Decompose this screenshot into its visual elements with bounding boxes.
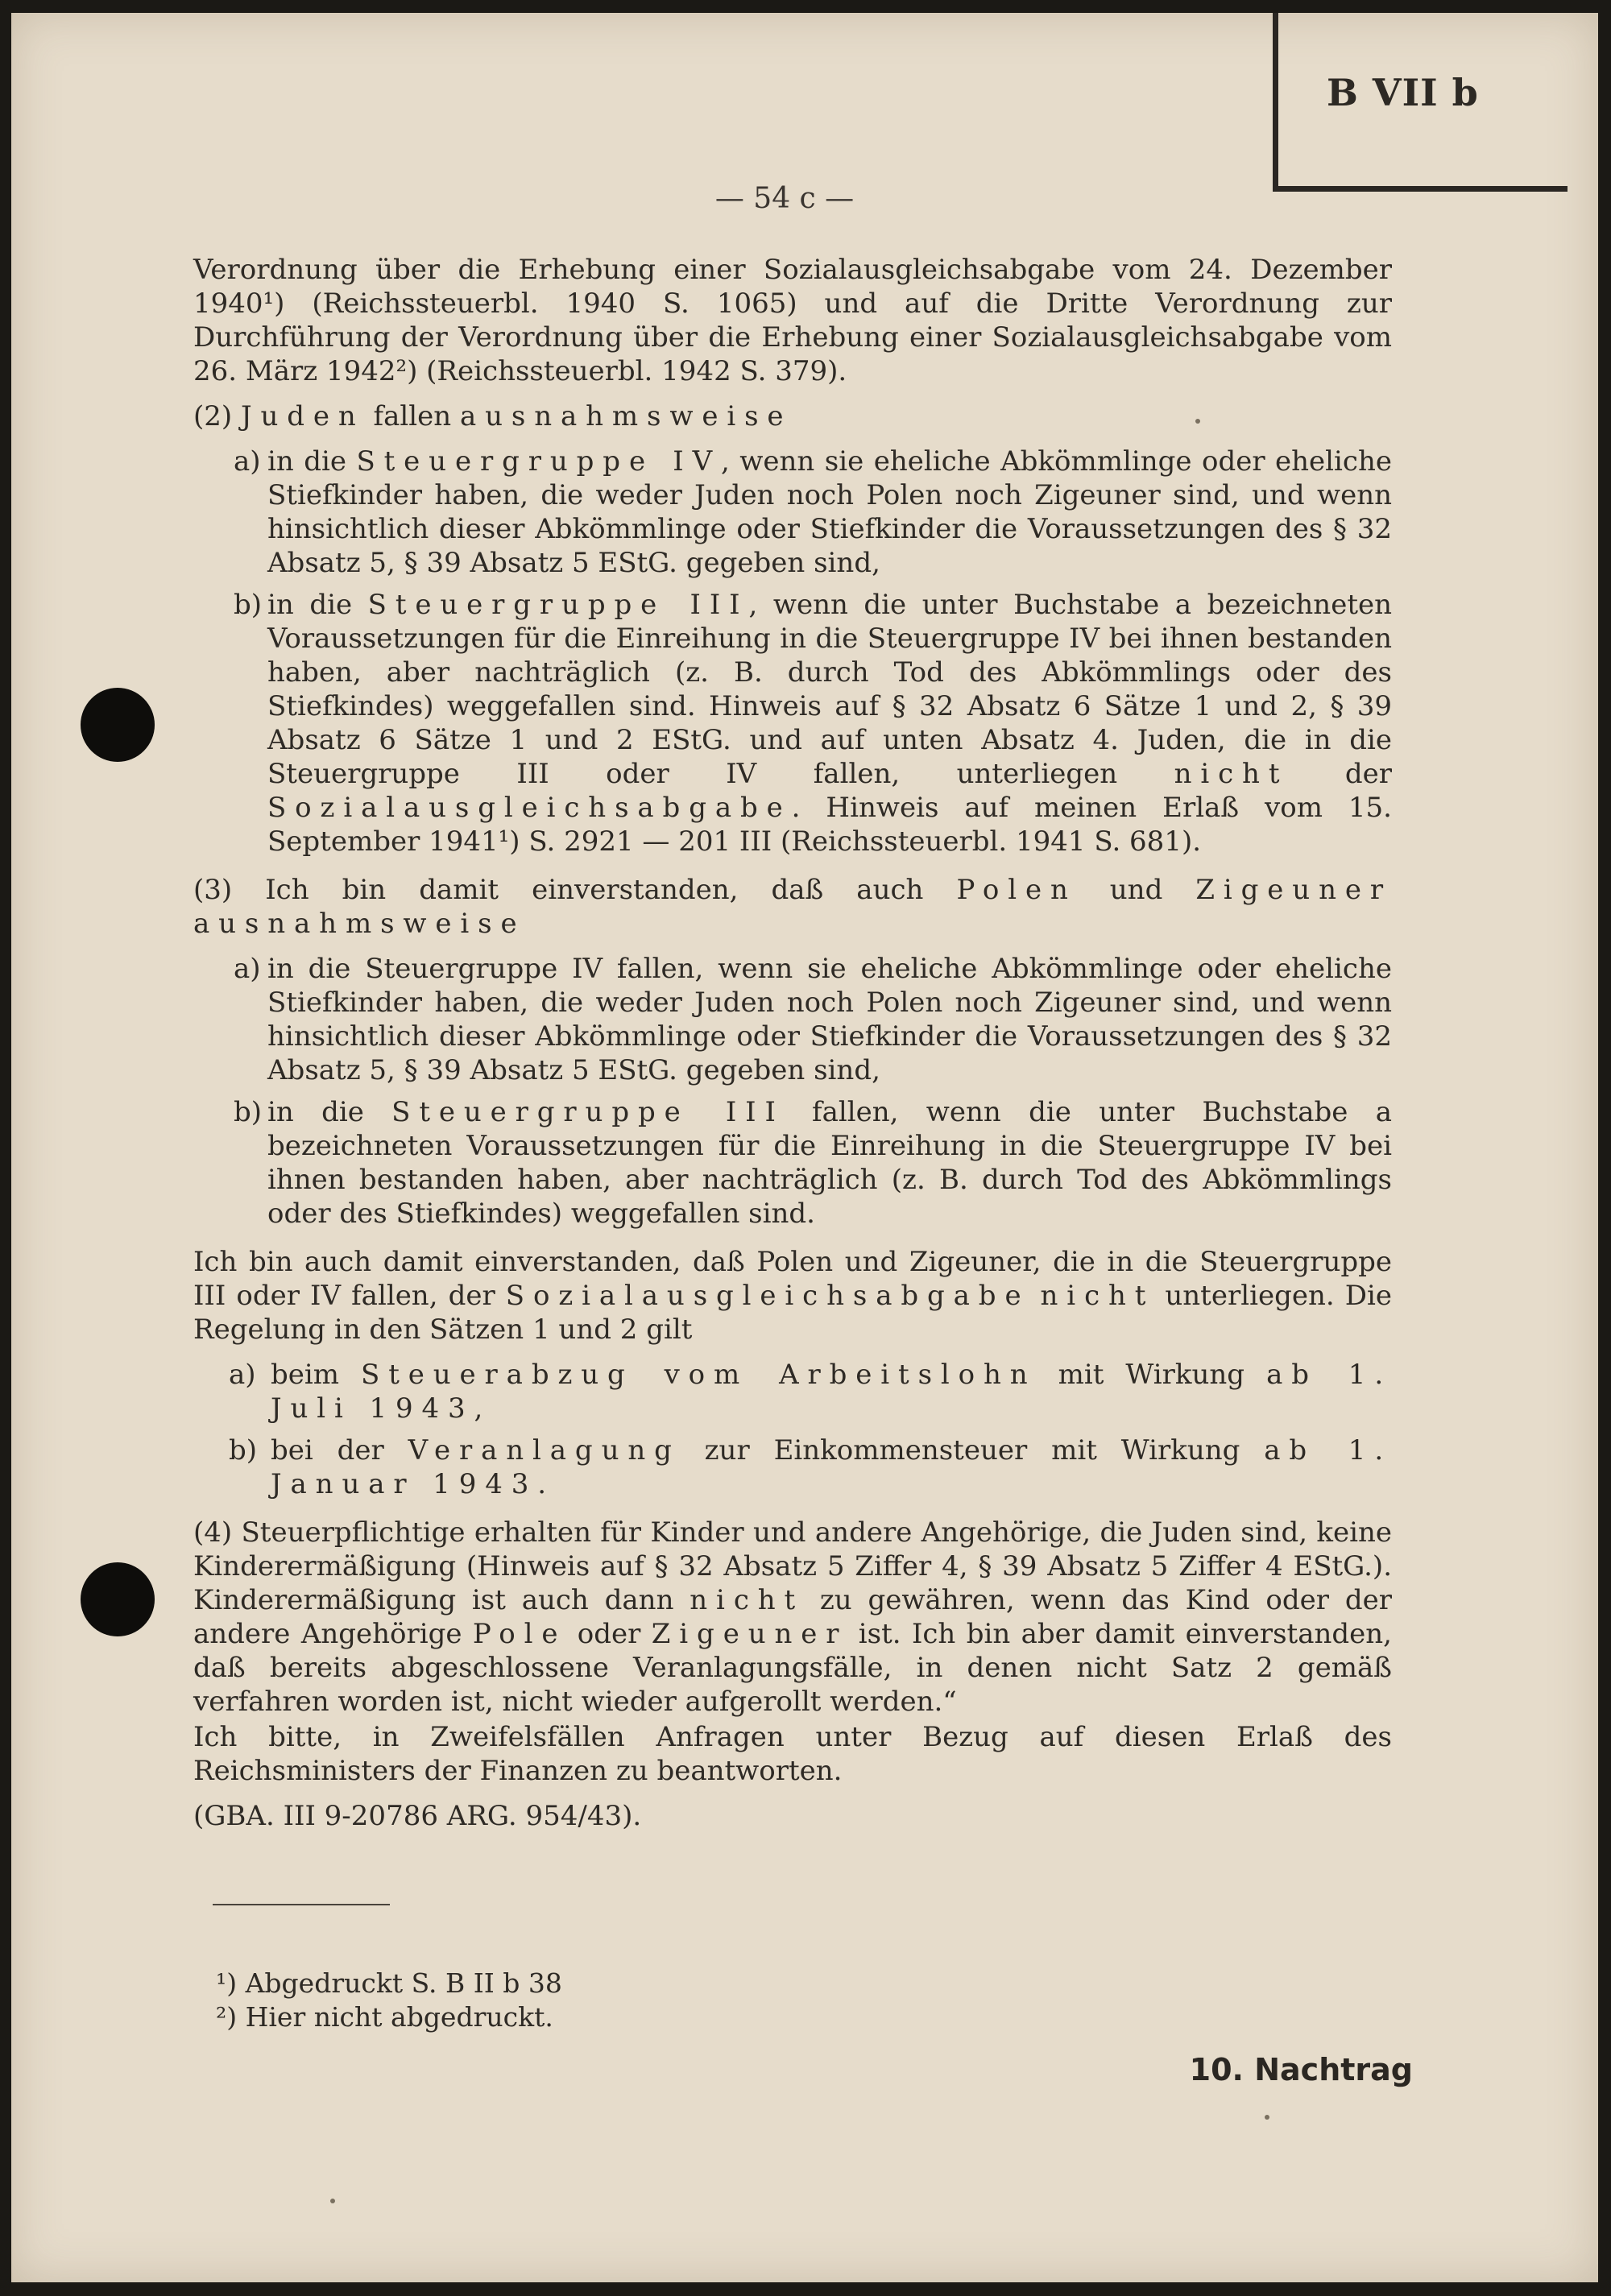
item-marker: a) xyxy=(229,1359,256,1391)
text-span: in die xyxy=(267,445,357,478)
item-marker: a) xyxy=(234,445,261,478)
punch-hole xyxy=(81,1562,155,1636)
text-span: unterliegen. Die Regelung in den Sätzen 1 und 2 gilt xyxy=(193,1280,1392,1346)
list-item-3a xyxy=(193,952,1392,1087)
document-page xyxy=(11,13,1598,2282)
emphasis-text: Steuergruppe III xyxy=(367,589,749,621)
emphasis-text: Steuergruppe III xyxy=(391,1096,785,1128)
emphasis-text: Steuergruppe IV xyxy=(356,445,722,478)
section-label: B VII b xyxy=(1327,71,1479,114)
page-number: — 54 c — xyxy=(714,182,855,215)
text-span: Steuerpflichtige erhalten für Kinder und andere Angehörige, die Juden sind, keine Kinderermäßigung (Hinweis auf § 32 Absatz 5 Ziffer 4, § 39 Absatz 5 Ziffer 4 EStG.). Kinderermäßigung ist auch dann xyxy=(193,1516,1392,1616)
text-span: der xyxy=(1288,758,1392,790)
text-span: , xyxy=(474,1392,483,1425)
text-span: Ich bin damit einverstanden, daß auch xyxy=(232,874,957,906)
emphasis-text: ausnahmsweise xyxy=(459,400,793,432)
paragraph-4 xyxy=(193,1516,1392,1719)
emphasis-text: nicht xyxy=(1174,758,1289,790)
text-span: oder xyxy=(566,1618,652,1650)
emphasis-text: Zigeuner xyxy=(651,1618,848,1650)
item-marker: a) xyxy=(234,953,261,985)
list-item-rule-b xyxy=(193,1433,1392,1501)
paper-speck xyxy=(330,2199,335,2203)
text-span: . Hinweis auf meinen Erlaß vom 15. September 1941¹) S. 2921 — 201 III (Reichssteuerbl. 1941 S. 681). xyxy=(267,792,1392,858)
emphasis-text: Pole xyxy=(472,1618,567,1650)
text-span: in die xyxy=(267,1096,392,1128)
list-item-2b xyxy=(193,588,1392,858)
footnote-divider xyxy=(213,1904,390,1905)
punch-hole xyxy=(81,688,155,762)
list-item-2a xyxy=(193,445,1392,580)
emphasis-text: Polen xyxy=(956,874,1077,906)
intro-paragraph: Verordnung über die Erhebung einer Sozialausgleichsabgabe vom 24. Dezember 1940¹) (Reichssteuerbl. 1940 S. 1065) und auf die Dritte Verordnung zur Durchführung der Verordnung über die Erhebung einer Sozialausgleichsabgabe vom 26. März 1942²) (Reichssteuerbl. 1942 S. 379). xyxy=(193,254,1392,387)
text-span: in die xyxy=(267,589,368,621)
paragraph-3-follow xyxy=(193,1245,1392,1347)
list-item-rule-a xyxy=(193,1358,1392,1425)
item-marker: b) xyxy=(229,1434,258,1467)
emphasis-text: Sozialausgleichsabgabe xyxy=(267,792,792,824)
emphasis-text: Steuerabzug vom Arbeitslohn xyxy=(361,1359,1037,1391)
paper-speck xyxy=(1265,2115,1269,2120)
paper-speck xyxy=(1195,419,1200,424)
item-marker: b) xyxy=(234,589,263,621)
reference-line: (GBA. III 9-20786 ARG. 954/43). xyxy=(193,1800,642,1832)
item-marker: b) xyxy=(234,1096,263,1128)
text-span: ist. Ich bin aber damit einverstanden, daß bereits abgeschlossene Veranlagungsfälle, in denen nicht Satz 2 gemäß verfahren worden ist, nicht wieder aufgerollt werden.“ xyxy=(193,1618,1392,1718)
paragraph-number: (4) xyxy=(193,1516,233,1549)
text-span xyxy=(1029,1280,1040,1312)
paragraph-3-lead xyxy=(193,873,1392,941)
text-span: in die Steuergruppe IV fallen, wenn sie eheliche Abkömmlinge oder eheliche Stiefkinder haben, die weder Juden noch Polen noch Zigeuner sind, und wenn hinsichtlich dieser Abkömmlinge oder Stiefkinder die Voraussetzungen des § 32 Absatz 5, § 39 Absatz 5 EStG. gegeben sind, xyxy=(267,953,1392,1086)
text-span: beim xyxy=(271,1359,362,1391)
text-span: , wenn sie eheliche Abkömmlinge oder eheliche Stiefkinder haben, die weder Juden noch Polen noch Zigeuner sind, und wenn hinsichtlich dieser Abkömmlinge oder Stiefkinder die Voraussetzungen des § 32 Absatz 5, § 39 Absatz 5 EStG. gegeben sind, xyxy=(267,445,1392,579)
text-span: , wenn die unter Buchstabe a bezeichneten Voraussetzungen für die Einreihung in die Steuergruppe IV bei ihnen bestanden haben, aber nachträglich (z. B. durch Tod des Abkömmlings oder des Stiefkindes) weggefallen sind. Hinweis auf § 32 Absatz 6 Sätze 1 und 2, § 39 Absatz 6 Sätze 1 und 2 EStG. und auf unten Absatz 4. Juden, die in die Steuergruppe III oder IV fallen, unterliegen xyxy=(267,589,1393,790)
text-span: . xyxy=(537,1468,547,1500)
paragraph-2-lead xyxy=(193,399,1392,433)
paragraph-number: (2) xyxy=(193,400,233,432)
emphasis-text: ab 1. Juli 1943 xyxy=(271,1359,1393,1425)
footnote-1: ¹) Abgedruckt S. B II b 38 xyxy=(216,1967,562,1999)
emphasis-text: Veranlagung xyxy=(408,1434,681,1467)
supplement-label: 10. Nachtrag xyxy=(1189,2052,1413,2087)
emphasis-text: ab 1. Januar 1943 xyxy=(271,1434,1393,1500)
text-span: mit Wirkung xyxy=(1036,1359,1267,1391)
footnotes xyxy=(216,1967,941,2034)
emphasis-text: nicht xyxy=(690,1584,805,1616)
text-span: und xyxy=(1076,874,1196,906)
text-span: zu gewähren, wenn das Kind oder der andere Angehörige xyxy=(193,1584,1392,1650)
text-span: fallen, wenn die unter Buchstabe a bezeichneten Voraussetzungen für die Einreihung in die Steuergruppe IV bei ihnen bestanden haben, aber nachträglich (z. B. durch Tod des Abkömmlings oder des Stiefkindes) weggefallen sind. xyxy=(267,1096,1392,1230)
text-span: bei der xyxy=(271,1434,408,1467)
footnote-2: ²) Hier nicht abgedruckt. xyxy=(216,2001,553,2033)
emphasis-text: Sozialausgleichsabgabe xyxy=(505,1280,1030,1312)
text-span: zur Einkommensteuer mit Wirkung xyxy=(680,1434,1265,1467)
text-span: Ich bin auch damit einverstanden, daß Polen und Zigeuner, die in die Steuergruppe III oder IV fallen, der xyxy=(193,1246,1392,1312)
text-span: fallen xyxy=(364,400,460,432)
body-text xyxy=(193,253,1392,1844)
section-box xyxy=(1273,13,1568,192)
emphasis-text: Juden xyxy=(240,400,365,432)
list-item-3b xyxy=(193,1095,1392,1231)
emphasis-text: Zigeuner ausnahmsweise xyxy=(193,874,1392,940)
emphasis-text: nicht xyxy=(1040,1280,1155,1312)
closing-paragraph: Ich bitte, in Zweifelsfällen Anfragen unter Bezug auf diesen Erlaß des Reichsministers der Finanzen zu beantworten. xyxy=(193,1721,1392,1787)
paragraph-number: (3) xyxy=(193,874,233,906)
